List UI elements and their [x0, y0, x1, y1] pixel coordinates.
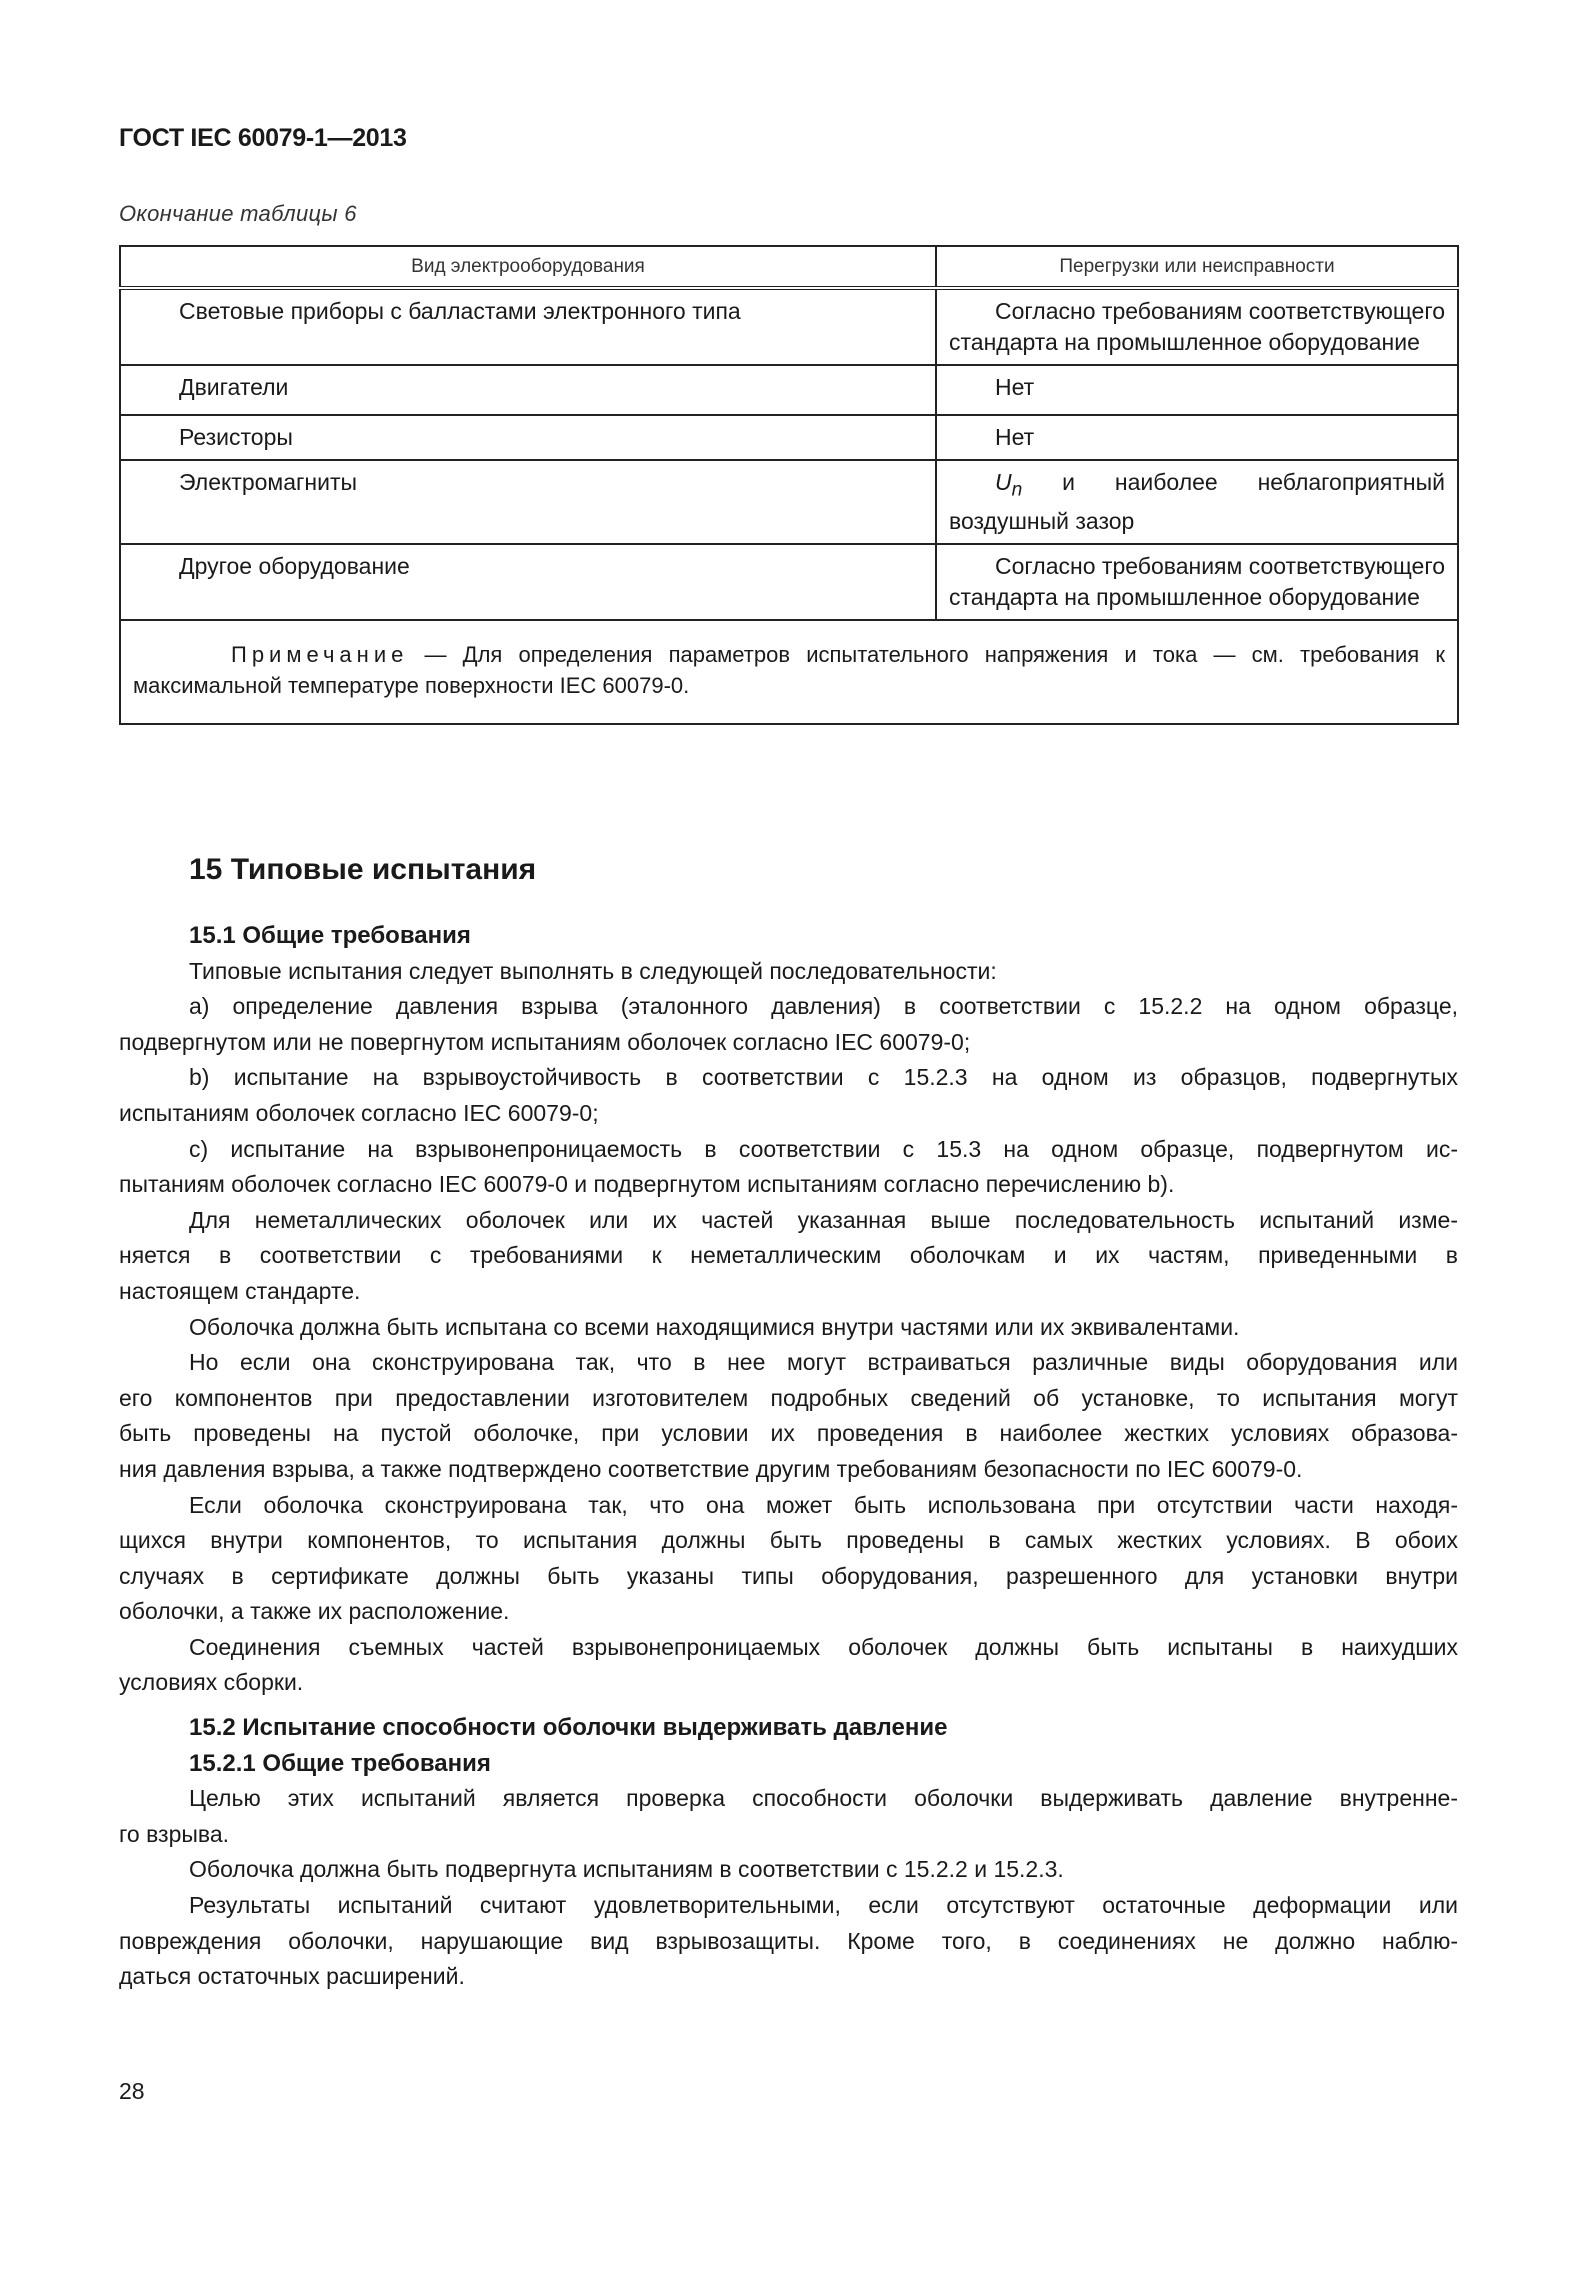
paragraph	[119, 1345, 1458, 1487]
condition-cell: Нет	[995, 374, 1035, 400]
text-line: Оболочка должна быть испытана со всеми находящимися внутри частями или их эквивалентами.	[189, 1313, 1240, 1340]
text-line: Но если она сконструирована так, что в нее могут встраиваться различные виды оборудования или	[189, 1349, 1458, 1376]
paragraph	[119, 1888, 1458, 1995]
paragraph	[119, 1488, 1458, 1630]
text-line: испытаниям оболочек согласно IEC 60079-0;	[119, 1099, 599, 1126]
table-row	[120, 460, 1458, 544]
paragraph	[119, 989, 1458, 1060]
voltage-subscript: n	[1011, 479, 1023, 501]
column-header: Вид электрооборудования	[120, 246, 936, 288]
text-line: няется в соответствии с требованиями к неметаллическим оболочкам и их частям, приведенными в	[119, 1242, 1458, 1269]
equipment-cell: Световые приборы с балластами электронного типа	[179, 298, 741, 324]
text-line: настоящем стандарте.	[119, 1277, 361, 1304]
note-label: Примечание	[231, 641, 409, 667]
text-line: Для неметаллических оболочек или их частей указанная выше последовательность испытаний изме-	[189, 1206, 1458, 1233]
text-line: щихся внутри компонентов, то испытания должны быть проведены в самых жестких условиях. В обоих	[119, 1527, 1458, 1554]
paragraph	[119, 1310, 1458, 1346]
page-number: 28	[119, 2078, 145, 2104]
equipment-cell: Двигатели	[179, 374, 289, 400]
text-line: Соединения съемных частей взрывонепроницаемых оболочек должны быть испытаны в наихудших	[189, 1633, 1458, 1660]
table-row	[120, 365, 1458, 415]
table-row	[120, 544, 1458, 620]
text-line: а) определение давления взрыва (эталонного давления) в соответствии с 15.2.2 на одном образце,	[189, 993, 1458, 1020]
text-line: ния давления взрыва, а также подтверждено соответствие другим требованиям безопасности по IEC 60079-0.	[119, 1455, 1303, 1482]
text-line: b) испытание на взрывоустойчивость в соответствии с 15.2.3 на одном из образцов, подвергнутых	[189, 1064, 1458, 1091]
text-line: го взрыва.	[119, 1820, 230, 1847]
text-line: оболочки, а также их расположение.	[119, 1598, 510, 1625]
text-line: подвергнутом или не повергнутом испытаниям оболочек согласно IEC 60079-0;	[119, 1028, 971, 1055]
text-line: пытаниям оболочек согласно IEC 60079-0 и подвергнутом испытаниям согласно перечислению b).	[119, 1171, 1175, 1198]
table-note	[133, 639, 1445, 701]
paragraph	[119, 954, 1458, 990]
equipment-cell: Электромагниты	[179, 469, 358, 495]
text-line: Результаты испытаний считают удовлетворительными, если отсутствуют остаточные деформации или	[189, 1892, 1458, 1919]
overload-table	[119, 245, 1459, 725]
paragraph	[119, 1060, 1458, 1131]
condition-cell: Согласно требованиям соответствующего стандарта на промышленное оборудование	[949, 552, 1445, 610]
table-note-row	[120, 620, 1458, 724]
table-caption: Окончание таблицы 6	[119, 201, 357, 226]
subsection-body	[119, 954, 1458, 1701]
voltage-symbol: U	[995, 469, 1012, 495]
subsection-title: 15.2.1 Общие требования	[189, 1749, 491, 1777]
paragraph	[119, 1203, 1458, 1310]
note-text: — Для определения параметров испытательного напряжения и тока — см. требования к максимальной температуре поверхности IEC 60079-0.	[133, 641, 1445, 698]
subsection-body	[119, 1781, 1458, 1995]
text-line: Целью этих испытаний является проверка способности оболочки выдерживать давление внутренне-	[189, 1785, 1458, 1812]
text-line: повреждения оболочки, нарушающие вид взрывозащиты. Кроме того, в соединениях не должно наблю-	[119, 1927, 1458, 1954]
condition-cell: Нет	[995, 424, 1035, 450]
equipment-cell: Резисторы	[179, 424, 293, 450]
text-line: Если оболочка сконструирована так, что она может быть использована при отсутствии части находя-	[189, 1491, 1458, 1518]
column-header: Перегрузки или неисправности	[936, 246, 1458, 288]
text-line: Оболочка должна быть подвергнута испытаниям в соответствии с 15.2.2 и 15.2.3.	[189, 1856, 1064, 1883]
paragraph	[119, 1781, 1458, 1852]
paragraph	[119, 1132, 1458, 1203]
text-line: даться остаточных расширений.	[119, 1963, 465, 1990]
table-row	[120, 415, 1458, 460]
condition-text: и наиболее неблагоприятный воздушный зазор	[949, 469, 1445, 534]
condition-cell: Согласно требованиям соответствующего стандарта на промышленное оборудование	[949, 298, 1445, 355]
text-line: условиях сборки.	[119, 1669, 304, 1696]
section-title: 15 Типовые испытания	[189, 853, 537, 886]
text-line: случаях в сертификате должны быть указаны типы оборудования, разрешенного для установки внутри	[119, 1562, 1458, 1589]
condition-cell	[949, 467, 1445, 537]
subsection-title: 15.2 Испытание способности оболочки выдерживать давление	[189, 1714, 948, 1742]
paragraph	[119, 1630, 1458, 1701]
equipment-cell: Другое оборудование	[179, 552, 410, 579]
text-line: c) испытание на взрывонепроницаемость в соответствии с 15.3 на одном образце, подвергнутом ис-	[189, 1135, 1458, 1162]
text-line: быть проведены на пустой оболочке, при условии их проведения в наиболее жестких условиях образова-	[119, 1420, 1458, 1447]
text-line: его компонентов при предоставлении изготовителем подробных сведений об установке, то испытания могут	[119, 1384, 1458, 1411]
document-header: ГОСТ IEC 60079-1—2013	[119, 124, 407, 152]
table-header-row	[120, 246, 1458, 288]
text-line: Типовые испытания следует выполнять в следующей последовательности:	[189, 957, 997, 984]
subsection-title: 15.1 Общие требования	[189, 922, 471, 949]
paragraph	[119, 1852, 1458, 1888]
table-row	[120, 288, 1458, 365]
section-content	[119, 850, 1458, 1995]
